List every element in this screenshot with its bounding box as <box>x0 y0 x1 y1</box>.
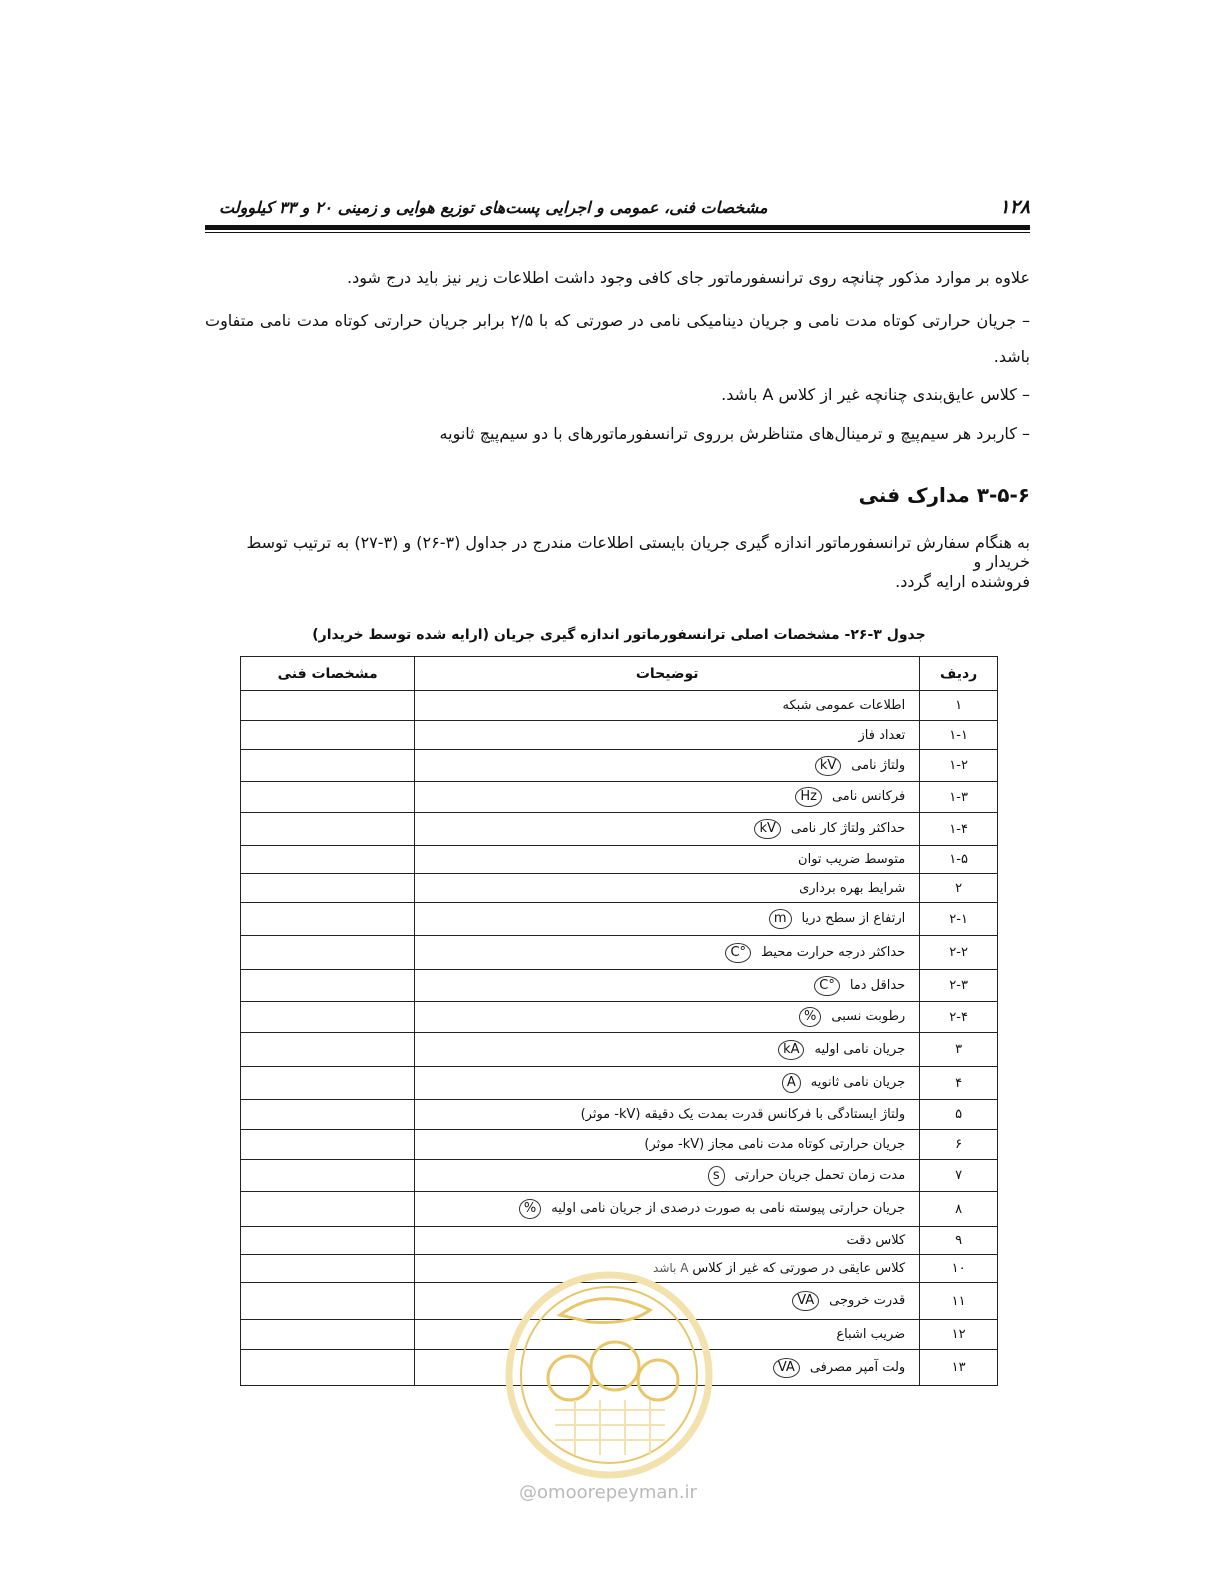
row-description-text: ارتفاع از سطح دریا <box>801 911 906 926</box>
bullet-short-time-current: – جریان حرارتی کوتاه مدت نامی و جریان دینامیکی نامی در صورتی که با ۲/۵ برابر جریان حرارتی کوتاه مدت نامی متفاوت <box>205 311 1030 330</box>
table-row <box>241 813 998 846</box>
row-description-text: ولتاژ ایستادگی با فرکانس قدرت بمدت یک دقیقه (kV- موثر) <box>580 1107 906 1122</box>
row-note: A باشد <box>653 1261 689 1275</box>
table-row <box>241 1160 998 1192</box>
unit-badge: °C <box>725 943 751 963</box>
row-number: ۱ <box>920 691 998 721</box>
row-description <box>415 1130 920 1160</box>
header-technical-spec: مشخصات فنی <box>241 657 415 691</box>
row-technical-spec <box>241 1320 415 1350</box>
row-description <box>415 1100 920 1130</box>
row-technical-spec <box>241 846 415 874</box>
row-technical-spec <box>241 936 415 970</box>
unit-badge: kV <box>754 819 780 839</box>
row-technical-spec <box>241 1227 415 1255</box>
row-description-text: جریان نامی اولیه <box>814 1041 906 1057</box>
row-technical-spec <box>241 1130 415 1160</box>
seal-calligraphy <box>560 1299 650 1323</box>
row-number: ۳ <box>920 1033 998 1067</box>
row-description <box>415 782 920 813</box>
table-row <box>241 874 998 903</box>
table-row <box>241 936 998 970</box>
row-technical-spec <box>241 1283 415 1320</box>
table-row <box>241 1100 998 1130</box>
seal-grid <box>555 1400 665 1455</box>
row-number: ۱۱ <box>920 1283 998 1320</box>
unit-badge: % <box>799 1007 821 1027</box>
row-technical-spec <box>241 782 415 813</box>
bullet-insulation-class: – کلاس عایق‌بندی چنانچه غیر از کلاس A باشد. <box>721 385 1030 404</box>
row-description-text: ضریب اشباع <box>836 1327 906 1342</box>
section-heading: ۳-۵-۶ مدارک فنی <box>858 483 1030 507</box>
table-row <box>241 1067 998 1100</box>
row-description-text: جریان حرارتی پیوسته نامی به صورت درصدی از جریان نامی اولیه <box>551 1201 906 1216</box>
row-number: ۲ <box>920 874 998 903</box>
row-number: ۲-۲ <box>920 936 998 970</box>
row-description <box>415 1160 920 1192</box>
row-technical-spec <box>241 813 415 846</box>
row-technical-spec <box>241 750 415 782</box>
table-header-row <box>241 657 998 691</box>
unit-badge: °C <box>814 976 840 996</box>
row-number: ۱-۳ <box>920 782 998 813</box>
section-paragraph-line2: فروشنده ارایه گردد. <box>895 572 1030 591</box>
unit-badge: kV <box>815 756 841 776</box>
row-description-text: کلاس دقت <box>846 1233 906 1248</box>
row-description <box>415 846 920 874</box>
row-number: ۲-۴ <box>920 1002 998 1033</box>
watermark-site: @omoorepeyman.ir <box>519 1482 697 1503</box>
table-row <box>241 970 998 1002</box>
row-number: ۱۰ <box>920 1255 998 1283</box>
row-technical-spec <box>241 970 415 1002</box>
watermark-seal <box>500 1270 718 1480</box>
row-description-text: جریان حرارتی کوتاه مدت نامی مجاز (kV- موثر) <box>644 1137 906 1152</box>
table-row <box>241 782 998 813</box>
row-description-text: ولتاژ نامی <box>851 757 906 773</box>
header-row-number: ردیف <box>920 657 998 691</box>
row-description-text: متوسط ضریب توان <box>798 852 906 867</box>
row-technical-spec <box>241 1255 415 1283</box>
row-description <box>415 813 920 846</box>
row-description <box>415 1192 920 1227</box>
header-rule-thick <box>205 225 1030 230</box>
table-row <box>241 846 998 874</box>
unit-badge: VA <box>773 1358 800 1378</box>
row-number: ۷ <box>920 1160 998 1192</box>
row-technical-spec <box>241 1192 415 1227</box>
row-description <box>415 750 920 782</box>
row-description-text: اطلاعات عمومی شبکه <box>782 698 906 713</box>
row-technical-spec <box>241 1160 415 1192</box>
bullet-winding-use: – کاربرد هر سیم‌پیچ و ترمینال‌های متناظرش برروی ترانسفورماتورهای با دو سیم‌پیچ ثانویه <box>439 424 1030 443</box>
bullet-short-time-current-cont: باشد. <box>993 347 1030 366</box>
row-technical-spec <box>241 691 415 721</box>
row-description <box>415 1033 920 1067</box>
table-caption: جدول ۳-۲۶- مشخصات اصلی ترانسفورماتور اندازه گیری جریان (ارایه شده توسط خریدار) <box>312 627 926 643</box>
row-technical-spec <box>241 1033 415 1067</box>
row-number: ۲-۳ <box>920 970 998 1002</box>
table-row <box>241 1227 998 1255</box>
row-number: ۱۲ <box>920 1320 998 1350</box>
row-number: ۱۳ <box>920 1350 998 1386</box>
row-description-text: ولت آمپر مصرفی <box>809 1359 906 1375</box>
table-row <box>241 1130 998 1160</box>
unit-badge: A <box>782 1073 801 1093</box>
row-description-text: شرایط بهره برداری <box>799 880 906 896</box>
row-number: ۱-۴ <box>920 813 998 846</box>
unit-badge: kA <box>778 1040 804 1060</box>
row-description-text: حداکثر ولتاژ کار نامی <box>790 821 906 836</box>
unit-badge: % <box>519 1199 541 1219</box>
row-number: ۱-۵ <box>920 846 998 874</box>
row-number: ۱-۱ <box>920 721 998 750</box>
row-number: ۸ <box>920 1192 998 1227</box>
table-row <box>241 750 998 782</box>
table-row <box>241 691 998 721</box>
page-number: ۱۲۸ <box>999 196 1030 218</box>
unit-badge: Hz <box>795 787 822 807</box>
row-technical-spec <box>241 1067 415 1100</box>
header-description: توضیحات <box>415 657 920 691</box>
table-row <box>241 1192 998 1227</box>
row-description-text: مدت زمان تحمل جریان حرارتی <box>734 1167 906 1183</box>
row-description-text: حداکثر درجه حرارت محیط <box>761 944 906 960</box>
row-number: ۴ <box>920 1067 998 1100</box>
row-description <box>415 903 920 936</box>
row-description-text: کلاس عایقی در صورتی که غیر از کلاس <box>692 1261 906 1276</box>
row-technical-spec <box>241 903 415 936</box>
intro-line: علاوه بر موارد مذکور چنانچه روی ترانسفورماتور جای کافی وجود داشت اطلاعات زیر نیز باید درج شود. <box>347 268 1030 287</box>
unit-badge: VA <box>792 1291 819 1311</box>
seal-ring <box>509 1275 709 1475</box>
row-number: ۱-۲ <box>920 750 998 782</box>
row-number: ۵ <box>920 1100 998 1130</box>
seal-gears <box>548 1342 678 1400</box>
row-number: ۲-۱ <box>920 903 998 936</box>
row-technical-spec <box>241 721 415 750</box>
header-rule-thin <box>205 232 1030 233</box>
row-description-text: تعداد فاز <box>858 727 906 743</box>
unit-badge: s <box>708 1166 725 1186</box>
table-row <box>241 903 998 936</box>
row-description-text: فرکانس نامی <box>831 789 906 804</box>
row-description-text: قدرت خروجی <box>829 1293 906 1308</box>
table-row <box>241 1033 998 1067</box>
row-description-text: رطوبت نسبی <box>831 1009 906 1024</box>
row-description <box>415 1227 920 1255</box>
row-description <box>415 691 920 721</box>
row-description <box>415 1067 920 1100</box>
table-row <box>241 721 998 750</box>
row-description-text: حداقل دما <box>849 977 906 993</box>
row-description <box>415 936 920 970</box>
unit-badge: m <box>769 909 792 929</box>
row-technical-spec <box>241 874 415 903</box>
table-row <box>241 1002 998 1033</box>
row-technical-spec <box>241 1350 415 1386</box>
row-technical-spec <box>241 1100 415 1130</box>
page-header <box>205 196 1030 220</box>
section-paragraph-line1: به هنگام سفارش ترانسفورماتور اندازه گیری جریان بایستی اطلاعات مندرج در جداول (۳-۲۶) و (۳-۲۷) به ترتیب توسط خریدار و <box>246 533 1030 571</box>
row-number: ۶ <box>920 1130 998 1160</box>
row-technical-spec <box>241 1002 415 1033</box>
row-description <box>415 970 920 1002</box>
row-description <box>415 874 920 903</box>
row-description-text: جریان نامی ثانویه <box>810 1075 906 1090</box>
row-description <box>415 1002 920 1033</box>
row-description <box>415 721 920 750</box>
row-number: ۹ <box>920 1227 998 1255</box>
running-title: مشخصات فنی، عمومی و اجرایی پست‌های توزیع هوایی و زمینی ۲۰ و ۳۳ کیلوولت <box>219 198 768 217</box>
